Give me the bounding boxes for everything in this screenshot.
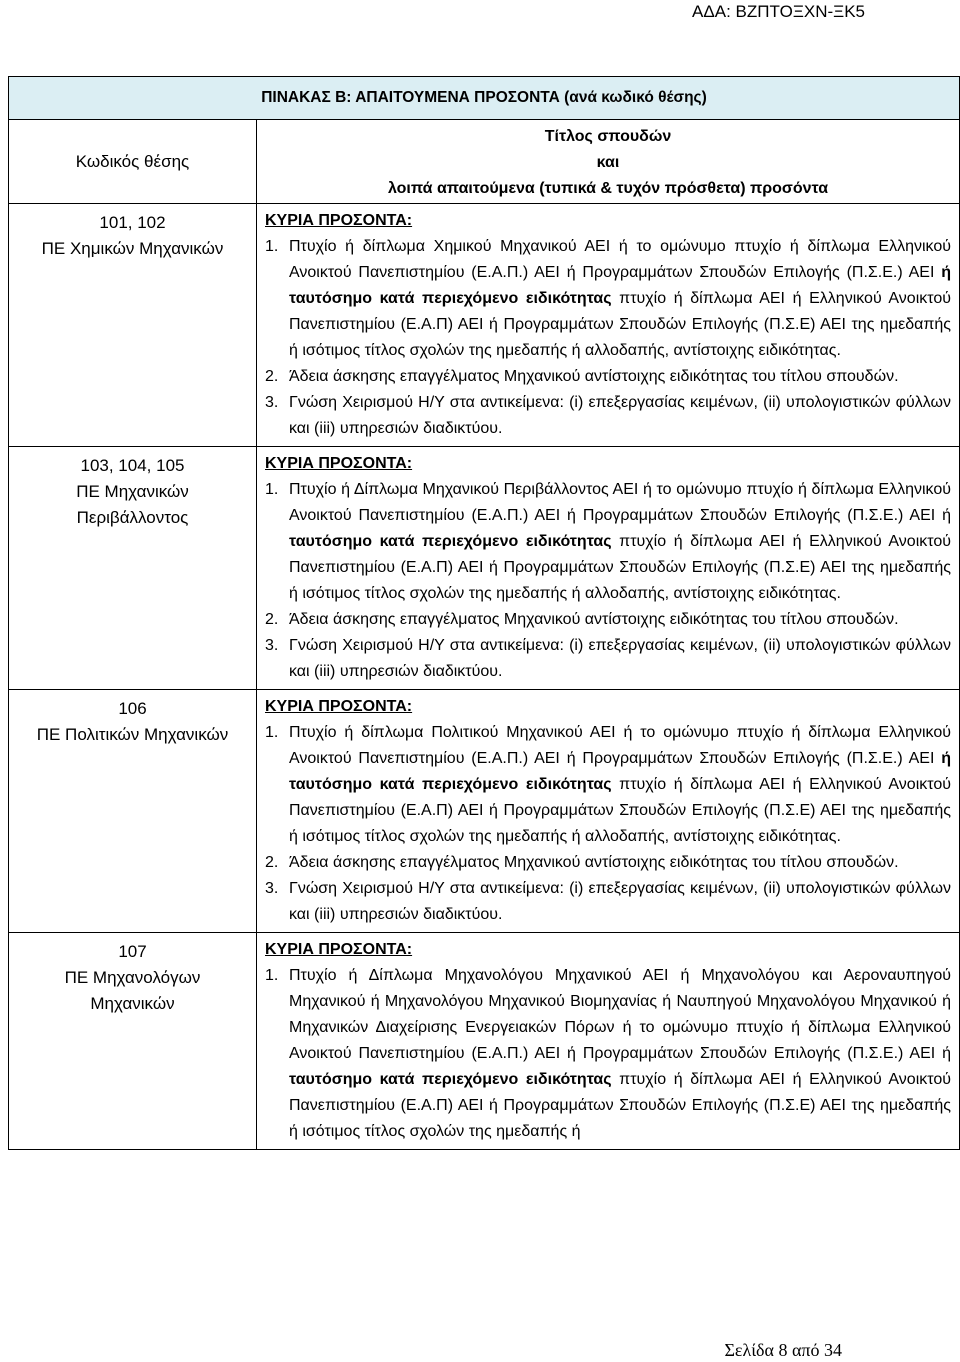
item-text: Άδεια άσκησης επαγγέλματος Μηχανικού αντίστοιχης ειδικότητας του τίτλου σπουδών.	[289, 611, 899, 628]
position-code-specialty: ΠΕ Πολιτικών Μηχανικών	[36, 725, 229, 744]
list-item	[265, 876, 951, 928]
table-row	[9, 447, 960, 690]
header-title-line2: και	[596, 154, 620, 171]
position-code-number: 103, 104, 105	[80, 456, 185, 475]
item-text: Πτυχίο ή Δίπλωμα Μηχανολόγου Μηχανικού ΑΕΙ ή Μηχανολόγου και Αεροναυπηγού Μηχανικού ή Μηχανολόγου Μηχανικού Βιομηχανίας ή Ναυπηγού Μηχανολόγου Μηχανικού ή Μηχανικών Διαχείρισης Ενεργειακών Πόρων ή το ομώνυμο πτυχίο ή δίπλωμα Ελληνικού Ανοικτού Πανεπιστημίου (Ε.Α.Π.) ΑΕΙ ή Προγραμμάτων Σπουδών Επιλογής (Π.Σ.Ε.) ΑΕΙ ή	[289, 967, 951, 1062]
position-code	[9, 204, 257, 447]
list-item	[265, 963, 951, 1145]
item-text-bold: ταυτόσημο κατά περιεχόμενο ειδικότητας	[289, 533, 612, 550]
requirements-cell	[257, 204, 960, 447]
list-item	[265, 720, 951, 850]
header-title-line1: Τίτλος σπουδών	[544, 128, 672, 145]
item-number: 3.	[265, 637, 279, 654]
position-code-specialty: Περιβάλλοντος	[76, 508, 189, 527]
item-text: Πτυχίο ή Δίπλωμα Μηχανικού Περιβάλλοντος ΑΕΙ ή το ομώνυμο πτυχίο ή δίπλωμα Ελληνικού Ανοικτού Πανεπιστημίου (Ε.Α.Π.) ΑΕΙ ή Προγραμμάτων Σπουδών Επιλογής (Π.Σ.Ε.) ΑΕΙ ή	[289, 481, 951, 524]
item-number: 1.	[265, 967, 279, 984]
position-code-specialty: Μηχανικών	[90, 994, 175, 1013]
item-text: πτυχίο ή δίπλωμα ΑΕΙ ή Ελληνικού Ανοικτού Πανεπιστημίου (Ε.Α.Π) ΑΕΙ ή Προγραμμάτων Σπουδών Επιλογής (Π.Σ.Ε) ΑΕΙ της ημεδαπής ή ισότιμος τίτλος σχολών της ημεδαπής ή αλλοδαπής, αντίστοιχης ειδικότητας.	[289, 533, 952, 602]
section-title: ΚΥΡΙΑ ΠΡΟΣΟΝΤΑ:	[265, 455, 413, 472]
item-number: 1.	[265, 238, 279, 255]
item-text: Γνώση Χειρισμού Η/Υ στα αντικείμενα: (i) επεξεργασίας κειμένων, (ii) υπολογιστικών φύλλων και (iii) υπηρεσιών διαδικτύου.	[289, 394, 951, 437]
header-code: Κωδικός θέσης	[9, 120, 257, 204]
item-text-bold: ή ταυτόσημο κατά περιεχόμενο ειδικότητας	[289, 750, 951, 793]
list-item	[265, 607, 951, 633]
position-code	[9, 690, 257, 933]
position-code	[9, 933, 257, 1150]
item-number: 2.	[265, 854, 279, 871]
item-text: Γνώση Χειρισμού Η/Υ στα αντικείμενα: (i) επεξεργασίας κειμένων, (ii) υπολογιστικών φύλλων και (iii) υπηρεσιών διαδικτύου.	[289, 637, 951, 680]
table-caption: ΠΙΝΑΚΑΣ Β: ΑΠΑΙΤΟΥΜΕΝΑ ΠΡΟΣΟΝΤΑ (ανά κωδικό θέσης)	[9, 77, 960, 120]
section-title: ΚΥΡΙΑ ΠΡΟΣΟΝΤΑ:	[265, 212, 413, 229]
list-item	[265, 850, 951, 876]
section-title: ΚΥΡΙΑ ΠΡΟΣΟΝΤΑ:	[265, 698, 413, 715]
position-code-specialty: ΠΕ Μηχανικών	[76, 482, 189, 501]
page-number: Σελίδα 8 από 34	[724, 1340, 842, 1360]
item-number: 1.	[265, 724, 279, 741]
item-text: πτυχίο ή δίπλωμα ΑΕΙ ή Ελληνικού Ανοικτού Πανεπιστημίου (Ε.Α.Π) ΑΕΙ ή Προγραμμάτων Σπουδών Επιλογής (Π.Σ.Ε) ΑΕΙ της ημεδαπής ή ισότιμος τίτλος σχολών της ημεδαπής ή αλλοδαπής, αντίστοιχης ειδικότητας.	[289, 290, 952, 359]
list-item	[265, 390, 951, 442]
requirements-cell	[257, 933, 960, 1150]
list-item	[265, 234, 951, 364]
item-number: 1.	[265, 481, 279, 498]
item-text: πτυχίο ή δίπλωμα ΑΕΙ ή Ελληνικού Ανοικτού Πανεπιστημίου (Ε.Α.Π) ΑΕΙ ή Προγραμμάτων Σπουδών Επιλογής (Π.Σ.Ε) ΑΕΙ της ημεδαπής ή ισότιμος τίτλος σχολών της ημεδαπής ή αλλοδαπής, αντίστοιχης ειδικότητας.	[289, 776, 952, 845]
position-code-number: 107	[118, 942, 147, 961]
list-item	[265, 633, 951, 685]
item-text: Πτυχίο ή δίπλωμα Χημικού Μηχανικού ΑΕΙ ή το ομώνυμο πτυχίο ή δίπλωμα Ελληνικού Ανοικτού Πανεπιστημίου (Ε.Α.Π.) ΑΕΙ ή Προγραμμάτων Σπουδών Επιλογής (Π.Σ.Ε.) ΑΕΙ	[289, 238, 951, 281]
item-number: 3.	[265, 394, 279, 411]
item-text-bold: ταυτόσημο κατά περιεχόμενο ειδικότητας	[289, 1071, 612, 1088]
item-text: Άδεια άσκησης επαγγέλματος Μηχανικού αντίστοιχης ειδικότητας του τίτλου σπουδών.	[289, 368, 899, 385]
item-text-bold: ή ταυτόσημο κατά περιεχόμενο ειδικότητας	[289, 264, 951, 307]
item-text: Πτυχίο ή δίπλωμα Πολιτικού Μηχανικού ΑΕΙ ή το ομώνυμο πτυχίο ή δίπλωμα Ελληνικού Ανοικτού Πανεπιστημίου (Ε.Α.Π.) ΑΕΙ ή Προγραμμάτων Σπουδών Επιλογής (Π.Σ.Ε.) ΑΕΙ	[289, 724, 951, 767]
position-code	[9, 447, 257, 690]
position-code-number: 101, 102	[99, 213, 166, 232]
ada-code: ΑΔΑ: ΒΖΠΤΟΞΧΝ-ΞΚ5	[692, 2, 865, 21]
item-text: Άδεια άσκησης επαγγέλματος Μηχανικού αντίστοιχης ειδικότητας του τίτλου σπουδών.	[289, 854, 899, 871]
section-title: ΚΥΡΙΑ ΠΡΟΣΟΝΤΑ:	[265, 941, 413, 958]
item-number: 2.	[265, 368, 279, 385]
requirements-cell	[257, 690, 960, 933]
table-row	[9, 933, 960, 1150]
item-text: Γνώση Χειρισμού Η/Υ στα αντικείμενα: (i) επεξεργασίας κειμένων, (ii) υπολογιστικών φύλλων και (iii) υπηρεσιών διαδικτύου.	[289, 880, 951, 923]
position-code-specialty: ΠΕ Χημικών Μηχανικών	[41, 239, 224, 258]
item-number: 2.	[265, 611, 279, 628]
table-row	[9, 690, 960, 933]
position-code-number: 106	[118, 699, 147, 718]
item-number: 3.	[265, 880, 279, 897]
header-title-line3: λοιπά απαιτούμενα (τυπικά & τυχόν πρόσθετα) προσόντα	[387, 180, 829, 197]
item-text: πτυχίο ή δίπλωμα ΑΕΙ ή Ελληνικού Ανοικτού Πανεπιστημίου (Ε.Α.Π) ΑΕΙ ή Προγραμμάτων Σπουδών Επιλογής (Π.Σ.Ε) ΑΕΙ της ημεδαπής ή ισότιμος τίτλος σχολών της ημεδαπής ή	[289, 1071, 952, 1140]
list-item	[265, 477, 951, 607]
position-code-specialty: ΠΕ Μηχανολόγων	[64, 968, 201, 987]
requirements-table	[8, 76, 960, 1150]
list-item	[265, 364, 951, 390]
header-title	[257, 120, 960, 204]
requirements-cell	[257, 447, 960, 690]
table-row	[9, 204, 960, 447]
